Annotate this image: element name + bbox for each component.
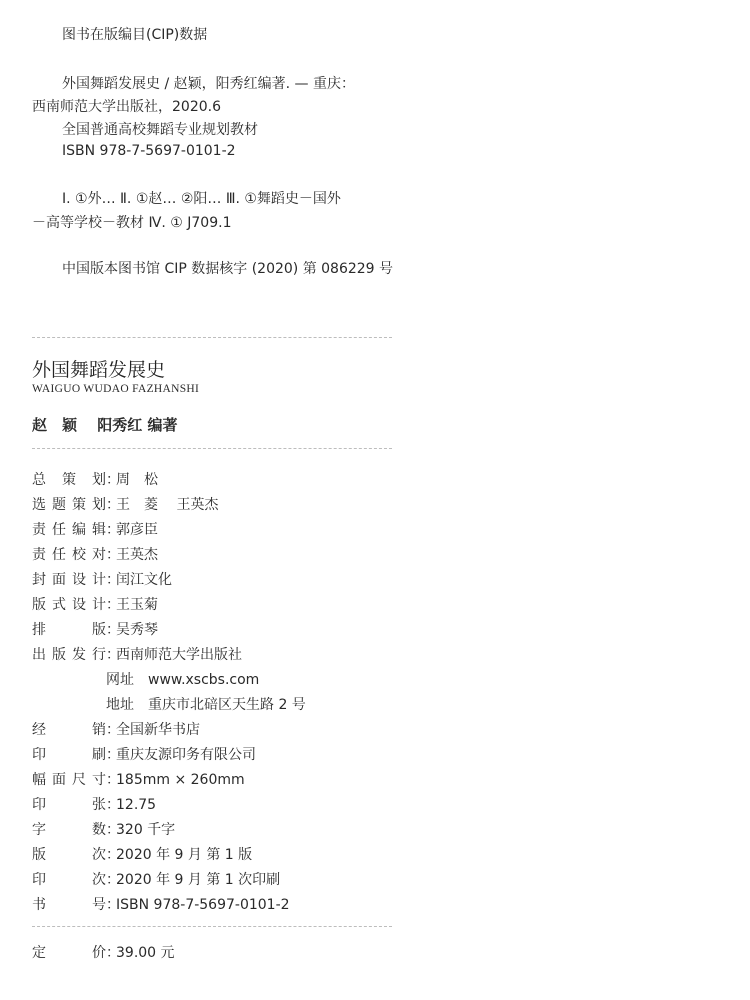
colon: ：	[106, 647, 120, 663]
credit-value: 王玉菊	[116, 597, 158, 613]
cip-isbn: ISBN 978-7-5697-0101-2	[62, 143, 236, 159]
colon: ：	[106, 472, 120, 488]
colon: ：	[106, 572, 120, 588]
colon: ：	[106, 872, 120, 888]
price-label: 定价	[32, 945, 106, 961]
credit-label: 出版发行	[32, 647, 106, 663]
credit-label: 书号	[32, 897, 106, 913]
cip-heading: 图书在版编目(CIP)数据	[62, 27, 208, 43]
credit-value: 吴秀琴	[116, 622, 158, 638]
credit-label: 印张	[32, 797, 106, 813]
book-title-pinyin: WAIGUO WUDAO FAZHANSHI	[32, 383, 200, 395]
credit-value: 周 松	[116, 472, 158, 488]
credit-value: 西南师范大学出版社	[116, 647, 242, 663]
credit-value: 王 菱 王英杰	[116, 497, 219, 513]
colon: ：	[106, 945, 120, 961]
credit-label: 字数	[32, 822, 106, 838]
colon: ：	[106, 622, 120, 638]
divider	[32, 926, 392, 927]
credit-row-proofreader	[32, 544, 158, 566]
cip-record-line-1: 外国舞蹈发展史 / 赵颖，阳秀红编著. — 重庆：	[62, 76, 355, 92]
credit-row-layout-design	[32, 594, 158, 616]
credit-row-printed-sheets	[32, 794, 156, 816]
credit-value: 重庆友源印务有限公司	[116, 747, 256, 763]
credit-value: 185mm × 260mm	[116, 772, 245, 788]
credit-row-word-count	[32, 819, 175, 841]
colon: ：	[106, 597, 120, 613]
credit-row-format-size	[32, 769, 245, 791]
credit-row-edition	[32, 844, 252, 866]
cip-series: 全国普通高校舞蹈专业规划教材	[62, 122, 258, 138]
credit-row-book-number	[32, 894, 290, 916]
cip-subject-line-1: Ⅰ. ①外… Ⅱ. ①赵… ②阳… Ⅲ. ①舞蹈史－国外	[62, 191, 341, 207]
book-authors: 赵 颖 阳秀红 编著	[32, 416, 178, 434]
credit-value: 闰江文化	[116, 572, 172, 588]
credit-row-cover-design	[32, 569, 172, 591]
credit-label: 封面设计	[32, 572, 106, 588]
price-row	[32, 942, 175, 964]
credit-label: 选题策划	[32, 497, 106, 513]
credit-row-topic-planner	[32, 494, 218, 516]
credit-row-printer	[32, 744, 256, 766]
credit-label: 版次	[32, 847, 106, 863]
credit-value: ISBN 978-7-5697-0101-2	[116, 897, 290, 913]
credit-row-editor	[32, 519, 158, 541]
credit-value: 郭彦臣	[116, 522, 158, 538]
cip-subject-line-2: －高等学校－教材 Ⅳ. ① J709.1	[32, 215, 232, 231]
colon: ：	[106, 847, 120, 863]
colon: ：	[106, 547, 120, 563]
credit-value: 2020 年 9 月 第 1 版	[116, 847, 253, 863]
credit-value: 320 千字	[116, 822, 176, 838]
credit-label: 责任编辑	[32, 522, 106, 538]
credit-value: 2020 年 9 月 第 1 次印刷	[116, 872, 281, 888]
credit-row-typesetting	[32, 619, 158, 641]
price-value: 39.00 元	[116, 945, 175, 961]
cip-record-line-2: 西南师范大学出版社，2020.6	[32, 99, 221, 115]
colon: ：	[106, 722, 120, 738]
credit-value: 12.75	[116, 797, 157, 813]
credit-label: 排版	[32, 622, 106, 638]
credit-row-chief-planner	[32, 469, 158, 491]
credit-value: 全国新华书店	[116, 722, 200, 738]
cip-number: 中国版本图书馆 CIP 数据核字 (2020) 第 086229 号	[62, 261, 394, 277]
publisher-address: 地址 重庆市北碚区天生路 2 号	[106, 697, 306, 713]
publisher-website: 网址 www.xscbs.com	[106, 672, 260, 688]
credit-label: 总策划	[32, 472, 106, 488]
credit-label: 经销	[32, 722, 106, 738]
credit-row-printing	[32, 869, 280, 891]
colon: ：	[106, 497, 120, 513]
colon: ：	[106, 822, 120, 838]
colon: ：	[106, 522, 120, 538]
credit-label: 印次	[32, 872, 106, 888]
divider	[32, 448, 392, 449]
colon: ：	[106, 897, 120, 913]
credit-label: 版式设计	[32, 597, 106, 613]
divider	[32, 337, 392, 338]
credit-row-distributor	[32, 719, 200, 741]
credit-row-publisher	[32, 644, 242, 666]
book-title: 外国舞蹈发展史	[32, 359, 166, 381]
credit-label: 责任校对	[32, 547, 106, 563]
colon: ：	[106, 747, 120, 763]
credit-value: 王英杰	[116, 547, 158, 563]
colon: ：	[106, 772, 120, 788]
credit-label: 印刷	[32, 747, 106, 763]
credit-label: 幅面尺寸	[32, 772, 106, 788]
colon: ：	[106, 797, 120, 813]
